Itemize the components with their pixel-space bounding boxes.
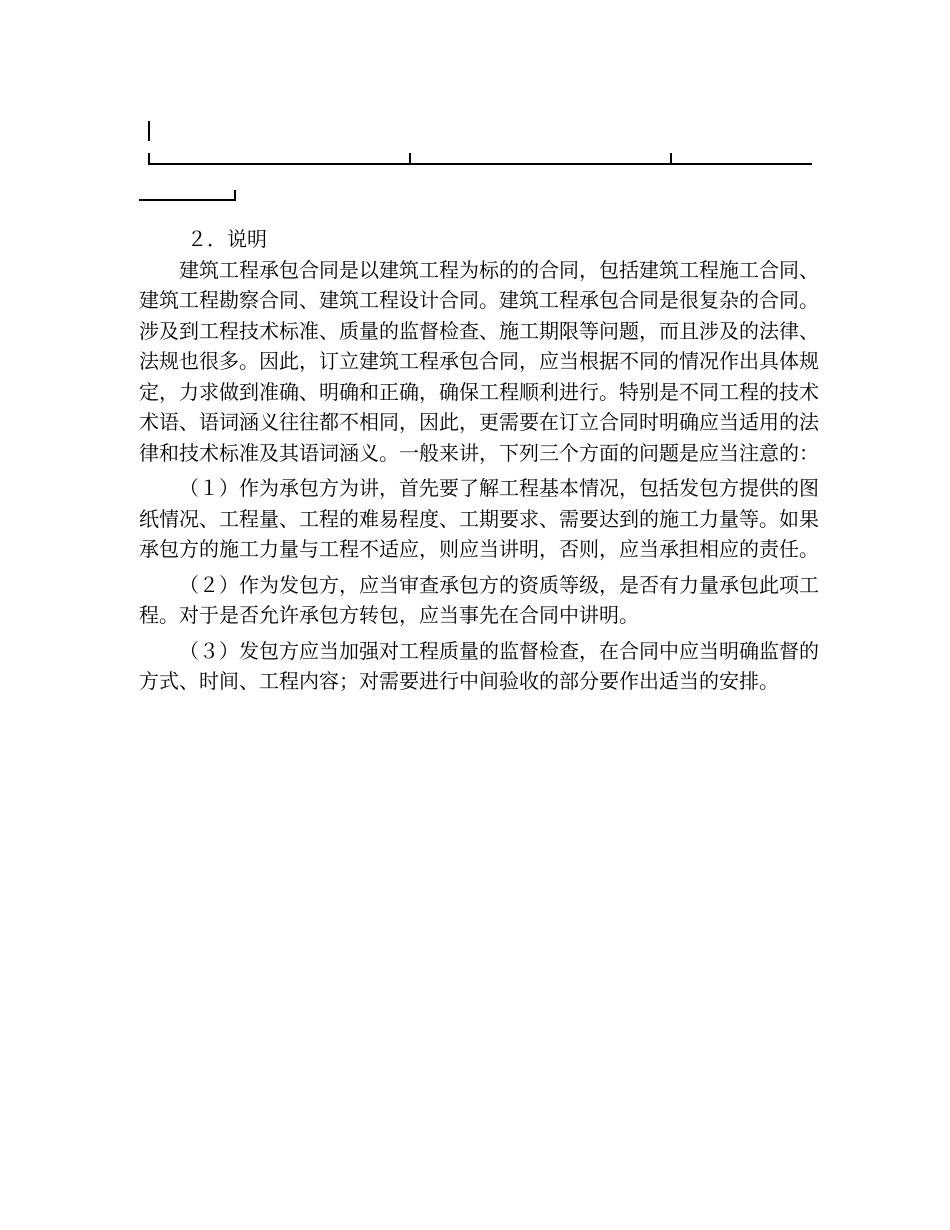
table-border-left-top [148,121,150,141]
table-border-bottom [148,163,812,165]
table-border-continuation [139,199,236,201]
paragraph-item-3: （３）发包方应当加强对工程质量的监督检查，在合同中应当明确监督的方式、时间、工程内容；对需要进行中间验收的部分要作出适当的安排。 [139,638,819,693]
table-border-right-corner [234,190,236,201]
paragraph-item-1: （１）作为承包方为讲，首先要了解工程基本情况，包括发包方提供的图纸情况、工程量、工程的难易程度、工期要求、需要达到的施工力量等。如果承包方的施工力量与工程不适应，则应当讲明，否则，应当承担相应的责任。 [139,476,819,561]
table-border-divider-1 [409,153,411,165]
section-heading: ２．说明 [187,227,267,251]
document-body [139,224,819,697]
paragraph-intro: 建筑工程承包合同是以建筑工程为标的的合同，包括建筑工程施工合同、建筑工程勘察合同、建筑工程设计合同。建筑工程承包合同是很复杂的合同。涉及到工程技术标准、质量的监督检查、施工期限等问题，而且涉及的法律、法规也很多。因此，订立建筑工程承包合同，应当根据不同的情况作出具体规定，力求做到准确、明确和正确，确保工程顺利进行。特别是不同工程的技术术语、语词涵义往往都不相同，因此，更需要在订立合同时明确应当适用的法律和技术标准及其语词涵义。一般来讲，下列三个方面的问题是应当注意的： [139,257,819,465]
table-border-divider-2 [670,153,672,165]
paragraph-item-2: （２）作为发包方，应当审查承包方的资质等级，是否有力量承包此项工程。对于是否允许承包方转包，应当事先在合同中讲明。 [139,572,819,627]
